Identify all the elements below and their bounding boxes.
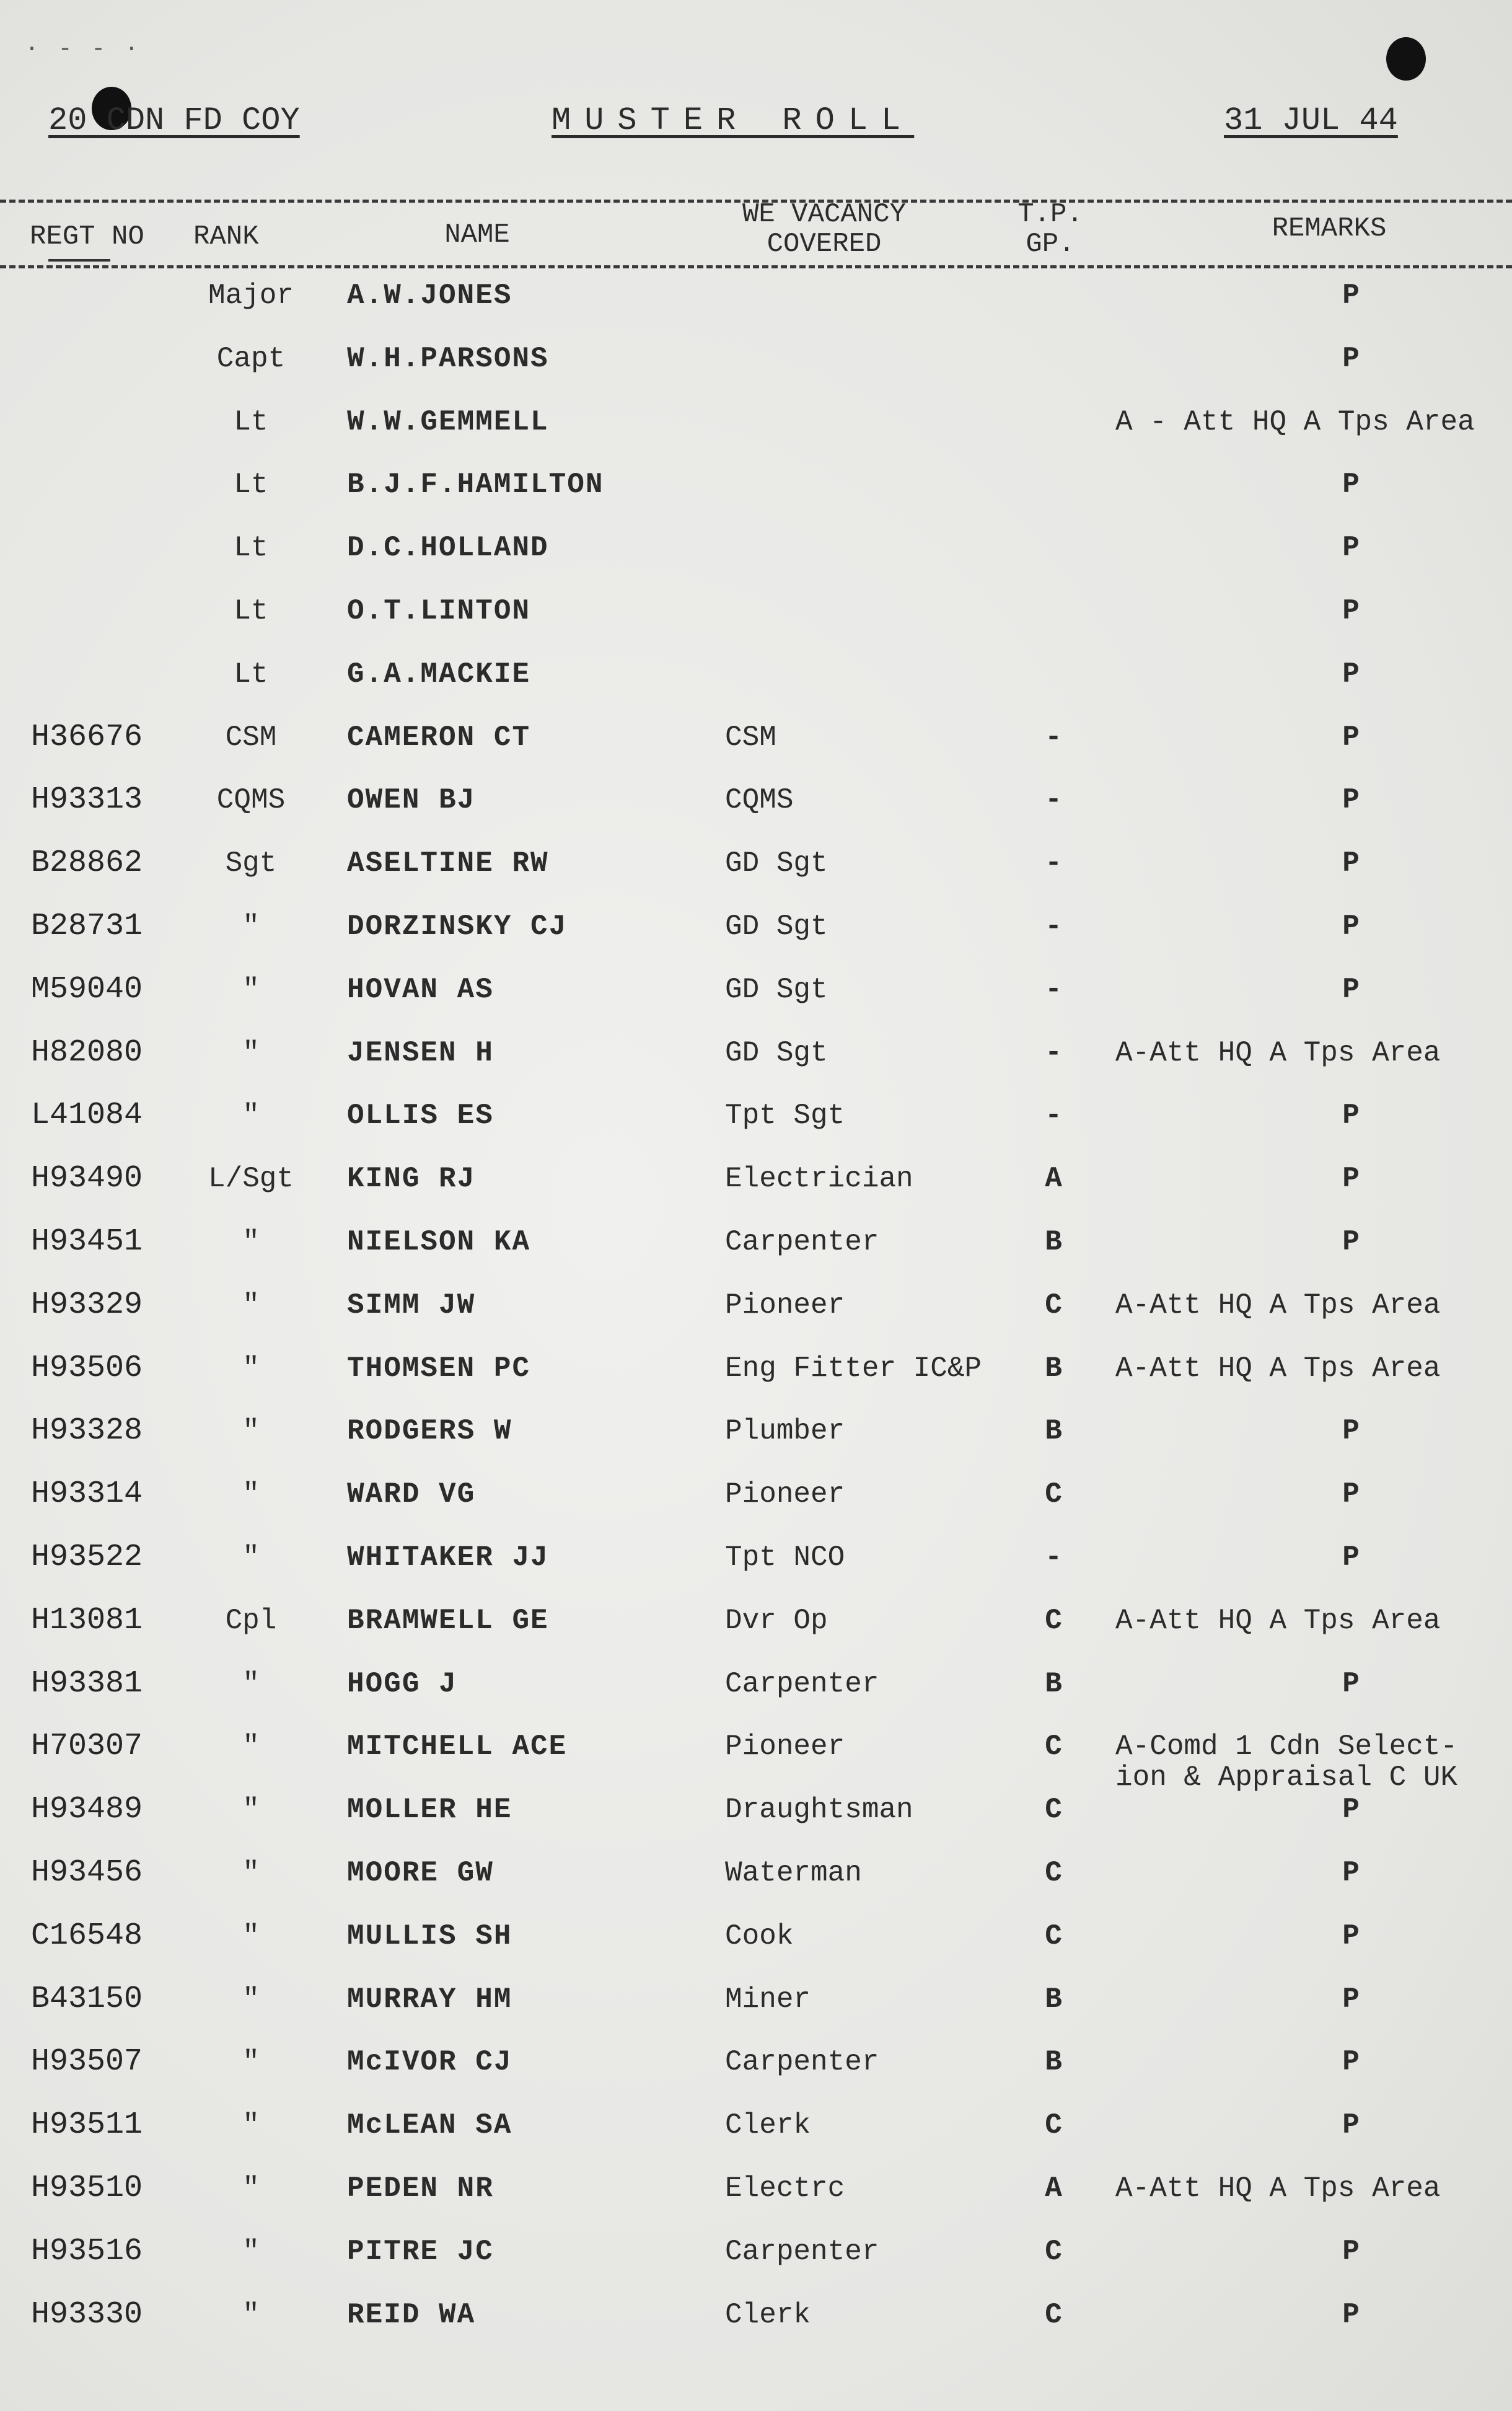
table-row: [0, 1350, 1512, 1416]
name-cell: THOMSEN PC: [347, 1352, 531, 1385]
table-row: [0, 407, 1512, 470]
regt-no-cell: H36676: [31, 719, 143, 755]
we-vacancy-cell: Clerk: [725, 2109, 811, 2142]
regt-no-cell: H93522: [31, 1540, 143, 1575]
regt-no-cell: H70307: [31, 1729, 143, 1765]
tp-gp-cell: C: [1045, 1604, 1062, 1637]
table-row: [0, 1542, 1512, 1605]
we-vacancy-cell: Eng Fitter IC&P: [725, 1352, 982, 1385]
we-vacancy-cell: Dvr Op: [725, 1604, 828, 1637]
table-row: [0, 911, 1512, 974]
we-vacancy-cell: Electrc: [725, 2172, 845, 2205]
tp-gp-cell: C: [1045, 1289, 1062, 1321]
rank-cell: ": [242, 2235, 260, 2268]
name-cell: McIVOR CJ: [347, 2046, 512, 2079]
name-cell: ASELTINE RW: [347, 847, 549, 880]
table-row: [0, 845, 1512, 911]
name-cell: OLLIS ES: [347, 1100, 494, 1132]
rank-cell: L/Sgt: [208, 1163, 294, 1196]
name-cell: B.J.F.HAMILTON: [347, 469, 604, 501]
table-row: [0, 782, 1512, 848]
we-vacancy-cell: Miner: [725, 1983, 811, 2016]
tp-gp-cell: A: [1045, 2172, 1062, 2205]
we-vacancy-cell: GD Sgt: [725, 1036, 828, 1069]
remarks-cell: P: [1342, 973, 1360, 1006]
remarks-cell: A-Att HQ A Tps Area: [1115, 1289, 1441, 1321]
name-cell: PEDEN NR: [347, 2172, 494, 2205]
regt-no-cell: H13081: [31, 1602, 143, 1638]
tp-gp-cell: B: [1045, 1352, 1062, 1385]
regt-no-cell: H93314: [31, 1476, 143, 1512]
rank-cell: ": [242, 1226, 260, 1258]
table-row: [0, 1100, 1512, 1163]
name-cell: MOLLER HE: [347, 1794, 512, 1827]
rank-cell: CQMS: [216, 784, 286, 817]
table-row: [0, 1794, 1512, 1858]
rank-cell: Sgt: [225, 847, 277, 880]
we-vacancy-cell: Clerk: [725, 2298, 811, 2331]
table-row: [0, 1731, 1512, 1794]
we-vacancy-cell: Carpenter: [725, 2046, 879, 2079]
regt-no-cell: H93330: [31, 2296, 143, 2332]
regt-no-cell: B28862: [31, 845, 143, 881]
remarks-cell: A-Att HQ A Tps Area: [1115, 1036, 1441, 1069]
remarks-cell: P: [1342, 342, 1360, 375]
tp-gp-cell: -: [1045, 721, 1062, 754]
name-cell: CAMERON CT: [347, 721, 531, 754]
we-vacancy-cell: Tpt Sgt: [725, 1100, 845, 1132]
name-cell: WARD VG: [347, 1478, 476, 1511]
table-row: [0, 2044, 1512, 2110]
regt-no-cell: H93511: [31, 2107, 143, 2143]
regt-no-cell: H93489: [31, 1792, 143, 1828]
name-cell: MITCHELL ACE: [347, 1730, 568, 1763]
name-cell: MURRAY HM: [347, 1983, 512, 2016]
rank-cell: Major: [208, 280, 294, 312]
table-row: [0, 719, 1512, 785]
table-row: [0, 280, 1512, 343]
we-vacancy-cell: CQMS: [725, 784, 794, 817]
remarks-cell: P: [1342, 658, 1360, 690]
remarks-cell: P: [1342, 1100, 1360, 1132]
we-vacancy-cell: GD Sgt: [725, 847, 828, 880]
remarks-cell: P: [1342, 532, 1360, 565]
we-vacancy-cell: GD Sgt: [725, 910, 828, 943]
we-vacancy-cell: Plumber: [725, 1415, 845, 1448]
tp-gp-cell: C: [1045, 2298, 1062, 2331]
remarks-cell: P: [1342, 595, 1360, 627]
table-row: [0, 1665, 1512, 1732]
name-cell: BRAMWELL GE: [347, 1604, 549, 1637]
rank-cell: ": [242, 910, 260, 943]
rank-cell: Lt: [234, 469, 268, 501]
rank-cell: ": [242, 1794, 260, 1827]
rank-cell: ": [242, 1289, 260, 1321]
regt-no-cell: H93456: [31, 1855, 143, 1890]
tp-gp-cell: C: [1045, 1857, 1062, 1889]
rank-cell: ": [242, 1100, 260, 1132]
table-row: [0, 659, 1512, 722]
regt-no-cell: M59040: [31, 971, 143, 1007]
remarks-cell: P: [1342, 721, 1360, 754]
tp-gp-cell: B: [1045, 1983, 1062, 2016]
table-row: [0, 1034, 1512, 1101]
we-vacancy-cell: Draughtsman: [725, 1794, 913, 1827]
remarks-cell: P: [1342, 2298, 1360, 2331]
regt-no-cell: H82080: [31, 1034, 143, 1070]
column-header-remarks: REMARKS: [1272, 213, 1387, 244]
name-cell: SIMM JW: [347, 1289, 476, 1321]
table-row: [0, 469, 1512, 532]
name-cell: NIELSON KA: [347, 1226, 531, 1258]
remarks-cell: P: [1342, 1857, 1360, 1889]
table-row: [0, 1855, 1512, 1921]
table-row: [0, 1413, 1512, 1479]
rank-cell: ": [242, 2046, 260, 2079]
tp-gp-cell: C: [1045, 2235, 1062, 2268]
column-header-name: NAME: [444, 219, 510, 250]
rank-cell: ": [242, 1415, 260, 1448]
table-row: [0, 1981, 1512, 2047]
rank-cell: Cpl: [225, 1604, 277, 1637]
we-vacancy-cell: Pioneer: [725, 1730, 845, 1763]
remarks-cell: P: [1342, 2235, 1360, 2268]
tp-gp-cell: C: [1045, 1920, 1062, 1952]
name-cell: D.C.HOLLAND: [347, 532, 549, 565]
tp-gp-cell: -: [1045, 784, 1062, 817]
rank-cell: Lt: [234, 532, 268, 565]
tp-gp-cell: C: [1045, 1730, 1062, 1763]
we-vacancy-cell: Electrician: [725, 1163, 913, 1196]
name-cell: JENSEN H: [347, 1036, 494, 1069]
table-row: [0, 1602, 1512, 1668]
regt-no-cell: H93506: [31, 1350, 143, 1386]
we-vacancy-cell: Waterman: [725, 1857, 862, 1889]
name-cell: RODGERS W: [347, 1415, 512, 1448]
table-row: [0, 2296, 1512, 2363]
regt-no-cell: H93507: [31, 2044, 143, 2080]
name-cell: KING RJ: [347, 1163, 476, 1196]
name-cell: REID WA: [347, 2298, 476, 2331]
table-row: [0, 596, 1512, 659]
name-cell: PITRE JC: [347, 2235, 494, 2268]
document-title: MUSTER ROLL: [552, 102, 915, 139]
tp-gp-cell: -: [1045, 847, 1062, 880]
rank-cell: ": [242, 1730, 260, 1763]
tp-gp-cell: C: [1045, 2109, 1062, 2142]
regt-no-cell: C16548: [31, 1918, 143, 1954]
name-cell: G.A.MACKIE: [347, 658, 531, 690]
rank-cell: Capt: [216, 342, 286, 375]
regt-no-cell: B43150: [31, 1981, 143, 2017]
tp-gp-cell: C: [1045, 1478, 1062, 1511]
remarks-cell: P: [1342, 1163, 1360, 1196]
regt-no-cell: L41084: [31, 1098, 143, 1134]
name-cell: MULLIS SH: [347, 1920, 512, 1952]
document-date: 31 JUL 44: [1224, 102, 1398, 139]
remarks-cell: P: [1342, 1415, 1360, 1448]
rank-cell: CSM: [225, 721, 277, 754]
we-vacancy-cell: Tpt NCO: [725, 1541, 845, 1574]
name-cell: McLEAN SA: [347, 2109, 512, 2142]
table-row: [0, 2107, 1512, 2173]
tp-gp-cell: C: [1045, 1794, 1062, 1827]
remarks-cell: P: [1342, 469, 1360, 501]
table-row: [0, 2173, 1512, 2236]
rank-cell: ": [242, 1857, 260, 1889]
remarks-cell: P: [1342, 847, 1360, 880]
we-vacancy-cell: Pioneer: [725, 1478, 845, 1511]
name-cell: HOGG J: [347, 1667, 457, 1700]
remarks-cell: P: [1342, 280, 1360, 312]
rank-cell: ": [242, 1541, 260, 1574]
table-row: [0, 1476, 1512, 1542]
remarks-cell: P: [1342, 1478, 1360, 1511]
tp-gp-cell: -: [1045, 1036, 1062, 1069]
tp-gp-cell: B: [1045, 2046, 1062, 2079]
remarks-cell: P: [1342, 784, 1360, 817]
regt-no-cell: H93329: [31, 1287, 143, 1323]
tp-gp-cell: B: [1045, 1667, 1062, 1700]
name-cell: W.W.GEMMELL: [347, 405, 549, 438]
regt-no-cell: H93313: [31, 782, 143, 818]
column-header-tp-gp: T.P. GP.: [1018, 199, 1083, 260]
remarks-cell: P: [1342, 1920, 1360, 1952]
rank-cell: ": [242, 973, 260, 1006]
unit-title: 20 CDN FD COY: [48, 102, 300, 139]
tp-gp-cell: -: [1045, 910, 1062, 943]
name-cell: A.W.JONES: [347, 280, 512, 312]
remarks-cell: A - Att HQ A Tps Area: [1115, 405, 1475, 438]
tp-gp-cell: A: [1045, 1163, 1062, 1196]
we-vacancy-cell: CSM: [725, 721, 776, 754]
remarks-cell: A-Comd 1 Cdn Select- ion & Appraisal C UK: [1115, 1730, 1458, 1794]
name-cell: OWEN BJ: [347, 784, 476, 817]
corner-mark: · - - ·: [25, 36, 141, 63]
remarks-cell: A-Att HQ A Tps Area: [1115, 1352, 1441, 1385]
regt-no-cell: H93381: [31, 1665, 143, 1701]
we-vacancy-cell: GD Sgt: [725, 973, 828, 1006]
rank-cell: ": [242, 1920, 260, 1952]
tp-gp-cell: -: [1045, 1541, 1062, 1574]
tp-gp-cell: B: [1045, 1226, 1062, 1258]
table-row: [0, 343, 1512, 407]
rank-cell: Lt: [234, 595, 268, 627]
name-cell: HOVAN AS: [347, 973, 494, 1006]
remarks-cell: P: [1342, 1226, 1360, 1258]
regt-no-cell: H93510: [31, 2171, 143, 2206]
we-vacancy-cell: Pioneer: [725, 1289, 845, 1321]
regt-no-cell: H93328: [31, 1413, 143, 1449]
remarks-cell: P: [1342, 1794, 1360, 1827]
remarks-cell: P: [1342, 910, 1360, 943]
rank-cell: ": [242, 2109, 260, 2142]
regt-no-cell: B28731: [31, 909, 143, 944]
tp-gp-cell: -: [1045, 973, 1062, 1006]
remarks-cell: P: [1342, 2046, 1360, 2079]
column-header-we-vacancy: WE VACANCY COVERED: [742, 199, 907, 260]
table-row: [0, 532, 1512, 596]
rank-cell: Lt: [234, 658, 268, 690]
remarks-cell: P: [1342, 1983, 1360, 2016]
name-cell: MOORE GW: [347, 1857, 494, 1889]
column-header-regt-no: REGT NO: [30, 222, 166, 252]
name-cell: WHITAKER JJ: [347, 1541, 549, 1574]
rank-cell: ": [242, 2298, 260, 2331]
remarks-cell: A-Att HQ A Tps Area: [1115, 1604, 1441, 1637]
rank-cell: ": [242, 1352, 260, 1385]
table-row: [0, 1224, 1512, 1290]
tp-gp-cell: B: [1045, 1415, 1062, 1448]
name-cell: DORZINSKY CJ: [347, 910, 568, 943]
regt-no-cell: H93451: [31, 1224, 143, 1259]
remarks-cell: P: [1342, 1541, 1360, 1574]
name-cell: W.H.PARSONS: [347, 342, 549, 375]
column-header-rank: RANK: [193, 221, 259, 252]
rank-cell: ": [242, 1983, 260, 2016]
remarks-cell: P: [1342, 1667, 1360, 1700]
regt-no-cell: H93516: [31, 2233, 143, 2269]
table-row: [0, 2233, 1512, 2299]
we-vacancy-cell: Carpenter: [725, 1667, 879, 1700]
rank-cell: ": [242, 2172, 260, 2205]
rank-cell: Lt: [234, 405, 268, 438]
table-row: [0, 1918, 1512, 1984]
table-row: [0, 1287, 1512, 1353]
rank-cell: ": [242, 1036, 260, 1069]
remarks-cell: P: [1342, 2109, 1360, 2142]
tp-gp-cell: -: [1045, 1100, 1062, 1132]
regt-no-cell: H93490: [31, 1161, 143, 1197]
remarks-cell: A-Att HQ A Tps Area: [1115, 2172, 1441, 2205]
table-row: [0, 971, 1512, 1038]
table-row: [0, 1163, 1512, 1227]
we-vacancy-cell: Carpenter: [725, 2235, 879, 2268]
we-vacancy-cell: Cook: [725, 1920, 794, 1952]
name-cell: O.T.LINTON: [347, 595, 531, 627]
we-vacancy-cell: Carpenter: [725, 1226, 879, 1258]
rank-cell: ": [242, 1667, 260, 1700]
rank-cell: ": [242, 1478, 260, 1511]
